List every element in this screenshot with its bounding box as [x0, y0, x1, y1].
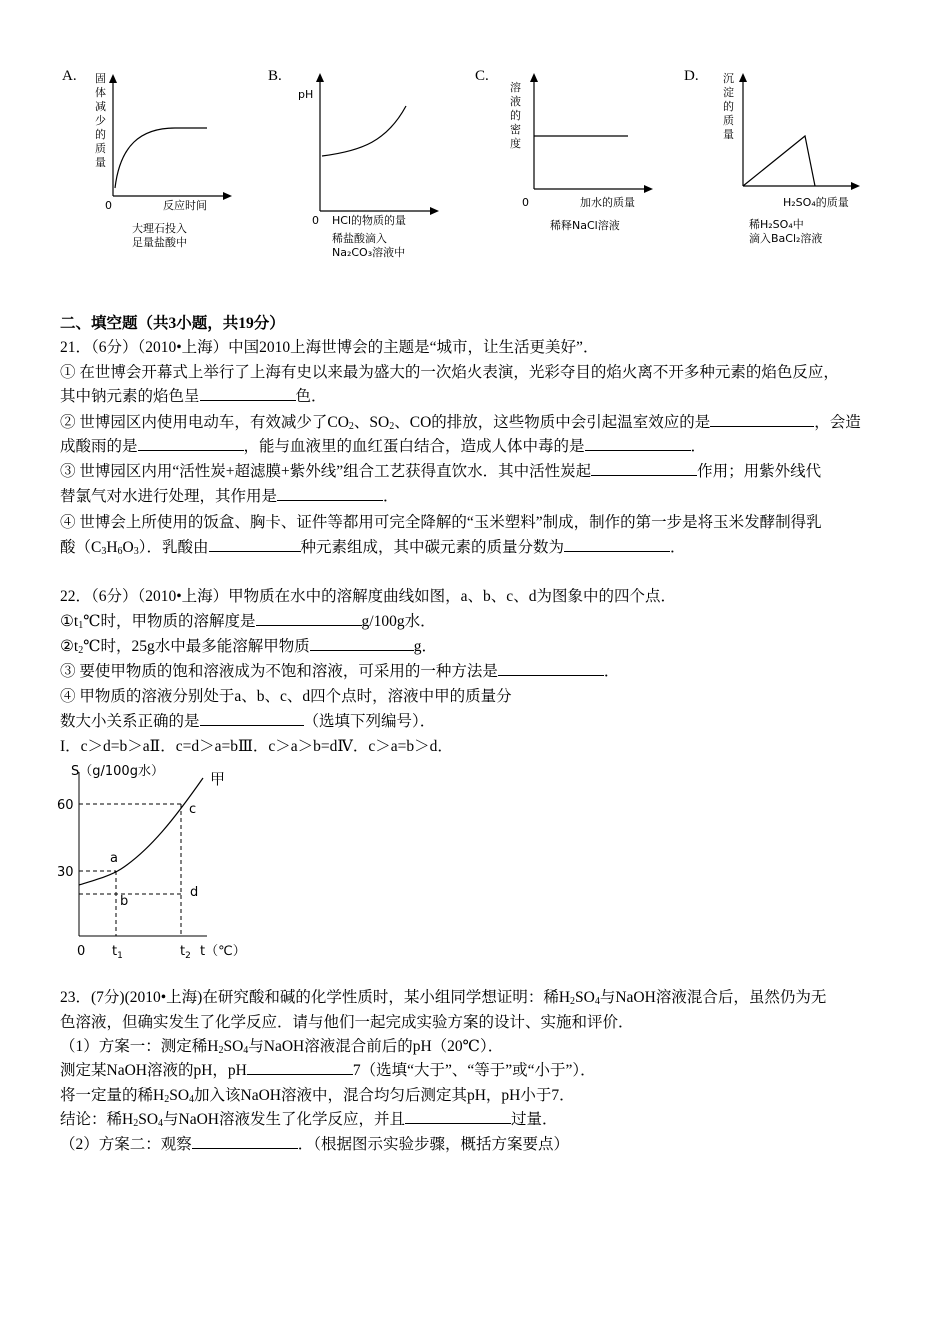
- graph-curve-label: 甲: [210, 770, 226, 788]
- q23-s5: （2）方案二：观察 ．（根据图示实验步骤，概括方案要点）: [60, 1136, 570, 1153]
- q22-l2: $②t_2℃$时，25g水中最多能溶解甲物质 g．: [60, 638, 438, 656]
- q21-blank-6[interactable]: [277, 486, 383, 501]
- a-caption-2: 足量盐酸中: [132, 236, 187, 249]
- d-caption-2: 滴入BaCl₂溶液: [749, 232, 823, 245]
- q22-blank-4[interactable]: [200, 711, 304, 726]
- d-caption-1: 稀H₂SO₄中: [749, 218, 804, 231]
- a-curve: [115, 128, 207, 188]
- q21-blank-7[interactable]: [209, 537, 301, 552]
- q22-blank-2[interactable]: [310, 636, 414, 651]
- section-heading: 二、填空题（共3小题，共19分）: [60, 315, 285, 332]
- q21-blank-3[interactable]: [138, 436, 244, 451]
- a-ylabel-7: 量: [95, 156, 106, 169]
- option-graphs: [0, 60, 950, 280]
- b-caption-2: Na₂CO₃溶液中: [332, 246, 406, 259]
- b-curve: [322, 106, 406, 156]
- q21-blank-1[interactable]: [200, 386, 296, 401]
- d-ylabel-5: 量: [723, 128, 734, 141]
- q21-p2b: 成酸雨的是 ，能与血液里的血红蛋白结合，造成人体中毒的是 ．: [60, 438, 707, 455]
- q23-blank-2[interactable]: [405, 1109, 511, 1124]
- c-xlabel: 加水的质量: [580, 196, 635, 209]
- b-y-arrow: [316, 73, 324, 82]
- q22-blank-3[interactable]: [498, 661, 604, 676]
- c-origin: 0: [522, 196, 529, 209]
- q22-stem: 22．（6分）（2010•上海）甲物质在水中的溶解度曲线如图，a、b、c、d为图象中的四个点．: [60, 588, 676, 605]
- a-x-arrow: [223, 192, 232, 200]
- c-caption: 稀释NaCl溶液: [550, 219, 620, 232]
- a-ylabel-3: 减: [95, 100, 106, 113]
- q21-stem: 21．（6分）（2010•上海）中国2010上海世博会的主题是“城市，让生活更美好”．: [60, 339, 599, 356]
- d-ylabel-3: 的: [723, 100, 734, 113]
- b-caption-1: 稀盐酸滴入: [332, 232, 387, 245]
- q22-l4: ④ 甲物质的溶液分别处于a、b、c、d四个点时，溶液中甲的质量分: [60, 688, 512, 705]
- q21-p2a: ② 世博园区内使用电动车，有效减少了$CO_2$、$SO_2$、CO的排放，这些物质中会引起温室效应的是 ，会造: [60, 414, 861, 432]
- q22-l3: ③ 要使甲物质的饱和溶液成为不饱和溶液，可采用的一种方法是 ．: [60, 663, 620, 680]
- a-origin: 0: [105, 199, 112, 212]
- q21-blank-5[interactable]: [591, 461, 697, 476]
- d-curve: [743, 136, 815, 186]
- q23-s4: 结论：稀$H_2SO_4$与NaOH溶液发生了化学反应，并且 过量．: [60, 1111, 558, 1129]
- q21-p4b: 酸$(C_3H_6O_3)$．乳酸由 种元素组成，其中碳元素的质量分数为 ．: [60, 539, 686, 557]
- option-c-letter: C.: [475, 68, 489, 84]
- a-ylabel-6: 质: [95, 142, 106, 155]
- point-a: a: [110, 851, 118, 866]
- d-x-arrow: [851, 182, 860, 190]
- point-d: d: [190, 885, 199, 900]
- b-origin: 0: [312, 214, 319, 227]
- graph-y30: 30: [57, 865, 74, 880]
- a-caption-1: 大理石投入: [132, 222, 187, 235]
- c-ylabel-4: 密: [510, 123, 521, 136]
- q22-l1: $①t_1℃$时，甲物质的溶解度是 g/100g水．: [60, 613, 436, 631]
- c-y-arrow: [530, 73, 538, 82]
- q23-s3: 将一定量的稀$H_2SO_4$加入该NaOH溶液中，混合均匀后测定其pH，pH小于7．: [60, 1087, 575, 1105]
- c-ylabel-2: 液: [510, 95, 521, 108]
- c-ylabel-3: 的: [510, 109, 521, 122]
- b-x-arrow: [430, 207, 439, 215]
- c-ylabel-1: 溶: [510, 81, 521, 94]
- c-ylabel-5: 度: [510, 137, 521, 150]
- q22-choices: I．c＞d=b＞aⅡ．c=d＞a=bⅢ．c＞a＞b=dⅣ．c＞a=b＞d．: [60, 738, 453, 755]
- q21-blank-4[interactable]: [585, 436, 691, 451]
- a-xlabel: 反应时间: [163, 199, 207, 212]
- d-ylabel-2: 淀: [723, 86, 734, 99]
- c-x-arrow: [644, 185, 653, 193]
- option-a-graph: [85, 66, 245, 261]
- a-y-arrow: [109, 74, 117, 83]
- a-ylabel-2: 体: [95, 86, 106, 99]
- point-b: b: [120, 894, 129, 909]
- d-y-arrow: [739, 73, 747, 82]
- q23-blank-3[interactable]: [192, 1134, 298, 1149]
- q23-stem-b: 色溶液，但确实发生了化学反应．请与他们一起完成实验方案的设计、实施和评价．: [60, 1014, 634, 1031]
- graph-t1: $t_1$: [112, 944, 123, 961]
- q22-blank-1[interactable]: [256, 611, 362, 626]
- q21-p1b: 其中钠元素的焰色呈 色．: [60, 388, 327, 405]
- graph-t2: $t_2$: [180, 944, 191, 961]
- solubility-graph: [55, 758, 265, 963]
- option-b-letter: B.: [268, 68, 282, 84]
- a-ylabel-5: 的: [95, 128, 106, 141]
- d-ylabel-4: 质: [723, 114, 734, 127]
- q23-stem-a: 23．(7分)(2010•上海)在研究酸和碱的化学性质时，某小组同学想证明：稀$H_2SO_4$与NaOH溶液混合后，虽然仍为无: [60, 989, 827, 1007]
- graph-y60: 60: [57, 798, 74, 813]
- graph-xlabel: t（℃）: [200, 944, 246, 959]
- q22-l5: 数大小关系正确的是 （选填下列编号）．: [60, 713, 436, 730]
- q21-blank-2[interactable]: [710, 412, 814, 427]
- graph-origin: 0: [77, 944, 86, 959]
- q21-blank-8[interactable]: [564, 537, 670, 552]
- a-ylabel-4: 少: [95, 114, 106, 127]
- q21-p3a: ③ 世博园区内用“活性炭+超滤膜+紫外线”组合工艺获得直饮水．其中活性炭起 作用；用紫外线代: [60, 463, 822, 480]
- option-d-letter: D.: [684, 68, 699, 84]
- point-c: c: [189, 802, 197, 817]
- option-d-graph: [705, 66, 875, 256]
- solubility-curve: [79, 778, 203, 885]
- q23-s2: 测定某NaOH溶液的pH，pH 7（选填“大于”、“等于”或“小于”）．: [60, 1062, 596, 1079]
- option-a-letter: A.: [62, 68, 77, 84]
- option-b-graph: [292, 66, 452, 271]
- q21-p1a: ① 在世博会开幕式上举行了上海有史以来最为盛大的一次焰火表演，光彩夺目的焰火离不开多种元素的焰色反应，: [60, 364, 839, 381]
- option-c-graph: [500, 66, 660, 236]
- q23-blank-1[interactable]: [247, 1060, 353, 1075]
- q21-p4a: ④ 世博会上所使用的饭盒、胸卡、证件等都用可完全降解的“玉米塑料”制成，制作的第一步是将玉米发酵制得乳: [60, 514, 822, 531]
- q23-s1: （1）方案一：测定稀$H_2SO_4$与NaOH溶液混合前后的pH（20℃）．: [60, 1038, 504, 1056]
- b-xlabel: HCl的物质的量: [332, 214, 407, 227]
- d-ylabel-1: 沉: [723, 72, 734, 85]
- b-ylabel: pH: [298, 88, 314, 101]
- a-ylabel-1: 固: [95, 72, 106, 85]
- q21-p3b: 替氯气对水进行处理，其作用是 ．: [60, 488, 399, 505]
- graph-ylabel: S（g/100g水）: [71, 764, 164, 779]
- d-xlabel: H₂SO₄的质量: [783, 196, 849, 209]
